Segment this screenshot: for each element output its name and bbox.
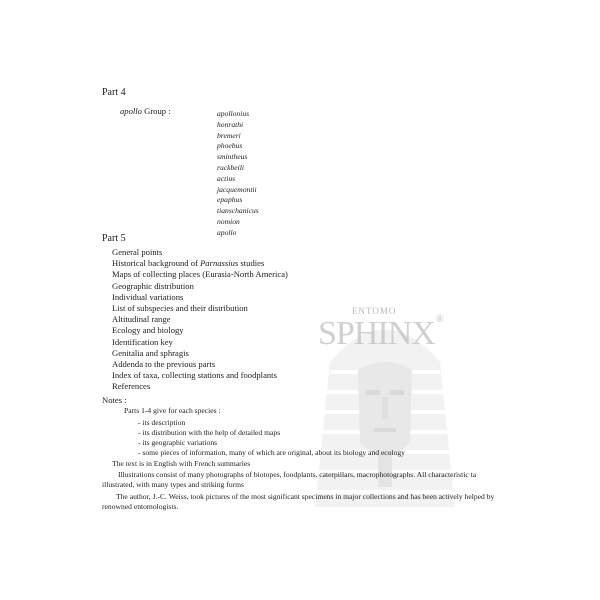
group-suffix: Group : xyxy=(141,106,171,116)
species-name: ruckbeili xyxy=(217,162,244,172)
notes-illustrations-line: Illustrations consist of many photographs of biotopes, foodplants, caterpillars, macrophotographs. All characteristic ta xyxy=(118,470,477,479)
contents-item: Maps of collecting places (Eurasia-North America) xyxy=(112,269,288,280)
species-name: apollo xyxy=(217,227,237,237)
contents-item-text: Historical background of xyxy=(112,258,201,269)
contents-item xyxy=(112,258,288,269)
contents-item: Altitudinal range xyxy=(112,314,171,325)
sphinx-watermark-logo xyxy=(310,292,460,512)
contents-item: General points xyxy=(112,247,163,257)
species-name: apollonius xyxy=(217,109,250,118)
species-name: smintheus xyxy=(217,152,248,162)
contents-item: Addenda to the previous parts xyxy=(112,359,216,370)
notes-heading: Notes : xyxy=(102,395,127,405)
part5-contents-list xyxy=(112,247,288,393)
species-name: tianschanicus xyxy=(217,206,259,216)
notes-intro: Parts 1-4 give for each species : xyxy=(124,406,221,415)
group-name: apollo xyxy=(120,106,142,116)
notes-author-cont: renowned entomologists. xyxy=(102,502,179,511)
watermark-brand-text: SPHINX xyxy=(318,315,435,352)
part4-heading: Part 4 xyxy=(102,87,126,98)
watermark-registered-mark: ® xyxy=(436,314,444,325)
species-name: honrathi xyxy=(217,119,244,129)
species-list xyxy=(217,109,259,239)
species-name: nomion xyxy=(217,216,240,226)
contents-item: Identification key xyxy=(112,336,173,347)
contents-item: List of subspecies and their distribution xyxy=(112,303,248,314)
apollo-group-label xyxy=(120,106,171,117)
species-name: jacquemontii xyxy=(217,184,257,194)
species-name: actius xyxy=(217,173,236,183)
contents-item: Index of taxa, collecting stations and foodplants xyxy=(112,370,277,381)
watermark-small-text: ENTOMO xyxy=(352,306,397,316)
note-bullet: - its description xyxy=(138,418,186,427)
note-bullet: - its geographic variations xyxy=(138,438,218,447)
notes-author-line: The author, J.-C. Weiss, took pictures of the most significant specimens in major collections and has been actively helped by xyxy=(116,492,495,501)
note-bullet: - its distribution with the help of detailed maps xyxy=(138,428,281,437)
species-name: epaphus xyxy=(217,195,243,205)
species-name: bremeri xyxy=(217,130,241,140)
contents-item-suffix: studies xyxy=(238,258,265,269)
contents-item: Individual variations xyxy=(112,291,184,302)
genus-name: Parnassius xyxy=(200,258,239,269)
species-name: phoebus xyxy=(217,141,243,151)
note-bullet: - some pieces of information, many of which are original, about its biology and ecology xyxy=(138,448,405,457)
notes-illustrations-cont: illustrated, with many types and striking forms xyxy=(102,480,244,489)
notes-language-line: The text is in English with French summaries xyxy=(112,459,251,468)
contents-item: Geographic distribution xyxy=(112,280,194,291)
contents-item: References xyxy=(112,381,151,392)
contents-item: Ecology and biology xyxy=(112,325,184,336)
contents-item: Genitalia and sphragis xyxy=(112,347,189,358)
part5-heading: Part 5 xyxy=(102,233,126,244)
